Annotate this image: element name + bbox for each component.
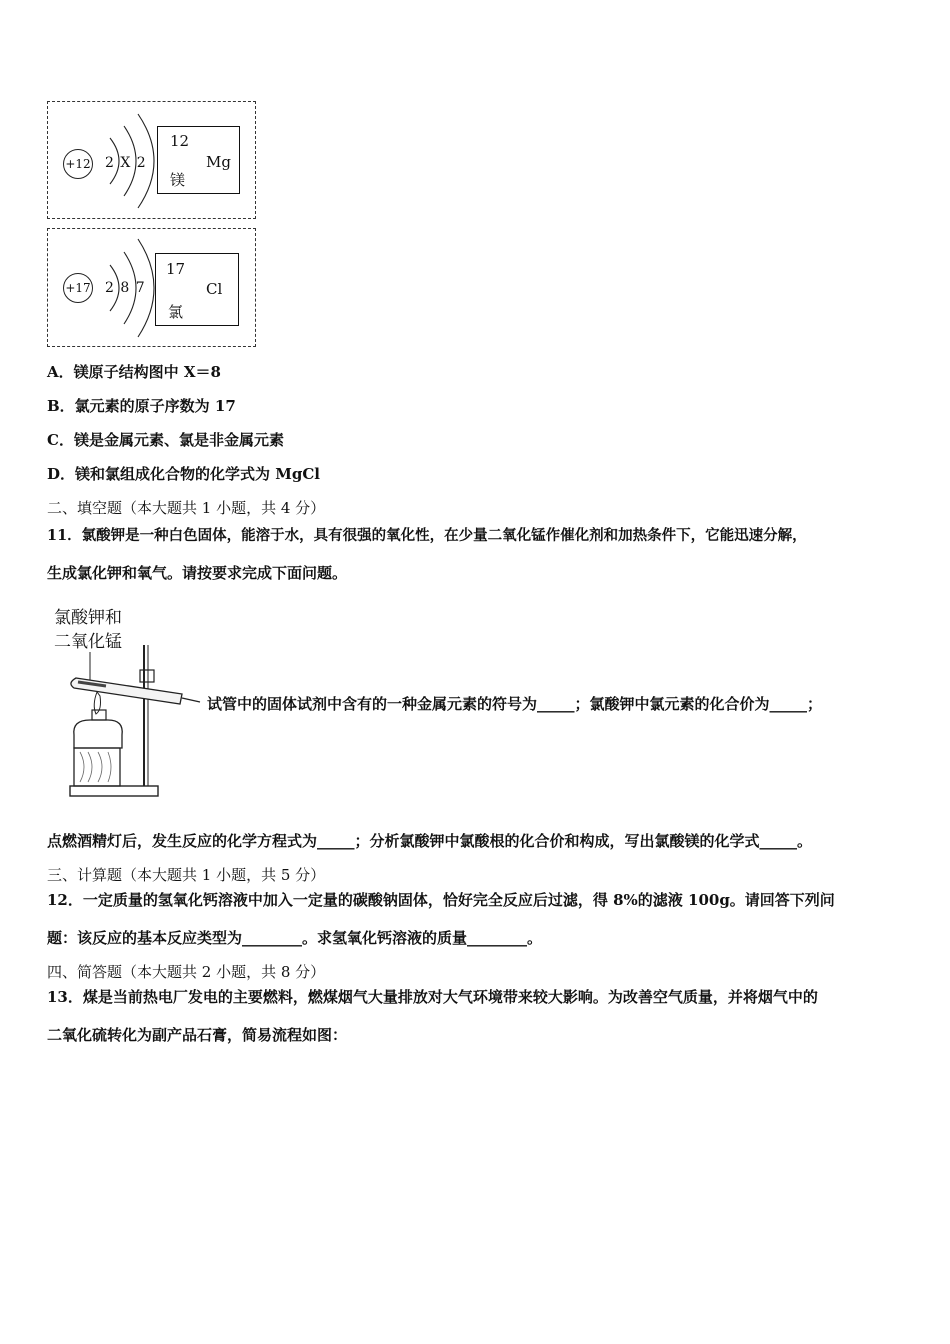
mg-shell-electrons: 2 X 2: [105, 155, 147, 171]
q12-line-1: 12．一定质量的氢氧化钙溶液中加入一定量的碳酸钠固体，恰好完全反应后过滤，得 8%的滤液 100g。请回答下列问: [47, 891, 835, 909]
chlorine-figure: [47, 228, 256, 347]
mg-element-card: [157, 126, 240, 194]
apparatus-label-2: 二氧化锰: [54, 632, 122, 652]
q11-line-1: 11．氯酸钾是一种白色固体，能溶于水，具有很强的氧化性，在少量二氧化锰作催化剂和加热条件下，它能迅速分解，: [47, 527, 807, 544]
apparatus-label-1: 氯酸钾和: [54, 608, 122, 628]
q11-side-text: 试管中的固体试剂中含有的一种金属元素的符号为_____；氯酸钾中氯元素的化合价为_____；: [207, 695, 823, 713]
option-c: C．镁是金属元素、氯是非金属元素: [47, 431, 284, 449]
mg-atomic-number: 12: [170, 132, 190, 150]
option-a: A．镁原子结构图中 X＝8: [47, 363, 221, 381]
q13-line-2: 二氧化硫转化为副产品石膏，简易流程如图：: [47, 1026, 348, 1044]
cl-name: 氯: [168, 303, 184, 321]
cl-atomic-number: 17: [166, 260, 186, 278]
option-d: D．镁和氯组成化合物的化学式为 MgCl: [47, 465, 320, 483]
q11-line-2: 生成氯化钾和氧气。请按要求完成下面问题。: [47, 564, 348, 582]
mg-symbol: Mg: [206, 153, 231, 171]
q11-line-3: 点燃酒精灯后，发生反应的化学方程式为_____；分析氯酸钾中氯酸根的化合价和构成，写出氯酸镁的化学式_____。: [47, 832, 813, 850]
mg-name: 镁: [170, 171, 186, 189]
mg-nucleus-label: +12: [65, 157, 91, 171]
cl-nucleus-label: +17: [65, 281, 91, 295]
cl-shell-electrons: 2 8 7: [105, 280, 146, 296]
magnesium-figure: [47, 101, 256, 219]
cl-symbol: Cl: [206, 280, 223, 298]
q13-line-1: 13．煤是当前热电厂发电的主要燃料，燃煤烟气大量排放对大气环境带来较大影响。为改善空气质量，并将烟气中的: [47, 988, 818, 1006]
cl-element-card: [155, 253, 239, 326]
section-3-heading: 三、计算题（本大题共 1 小题，共 5 分）: [47, 866, 326, 884]
q12-line-2: 题：该反应的基本反应类型为________。求氢氧化钙溶液的质量________。: [47, 929, 543, 947]
section-4-heading: 四、简答题（本大题共 2 小题，共 8 分）: [47, 963, 326, 981]
section-2-heading: 二、填空题（本大题共 1 小题，共 4 分）: [47, 499, 326, 517]
heating-apparatus-icon: [62, 640, 202, 802]
option-b: B．氯元素的原子序数为 17: [47, 397, 236, 415]
